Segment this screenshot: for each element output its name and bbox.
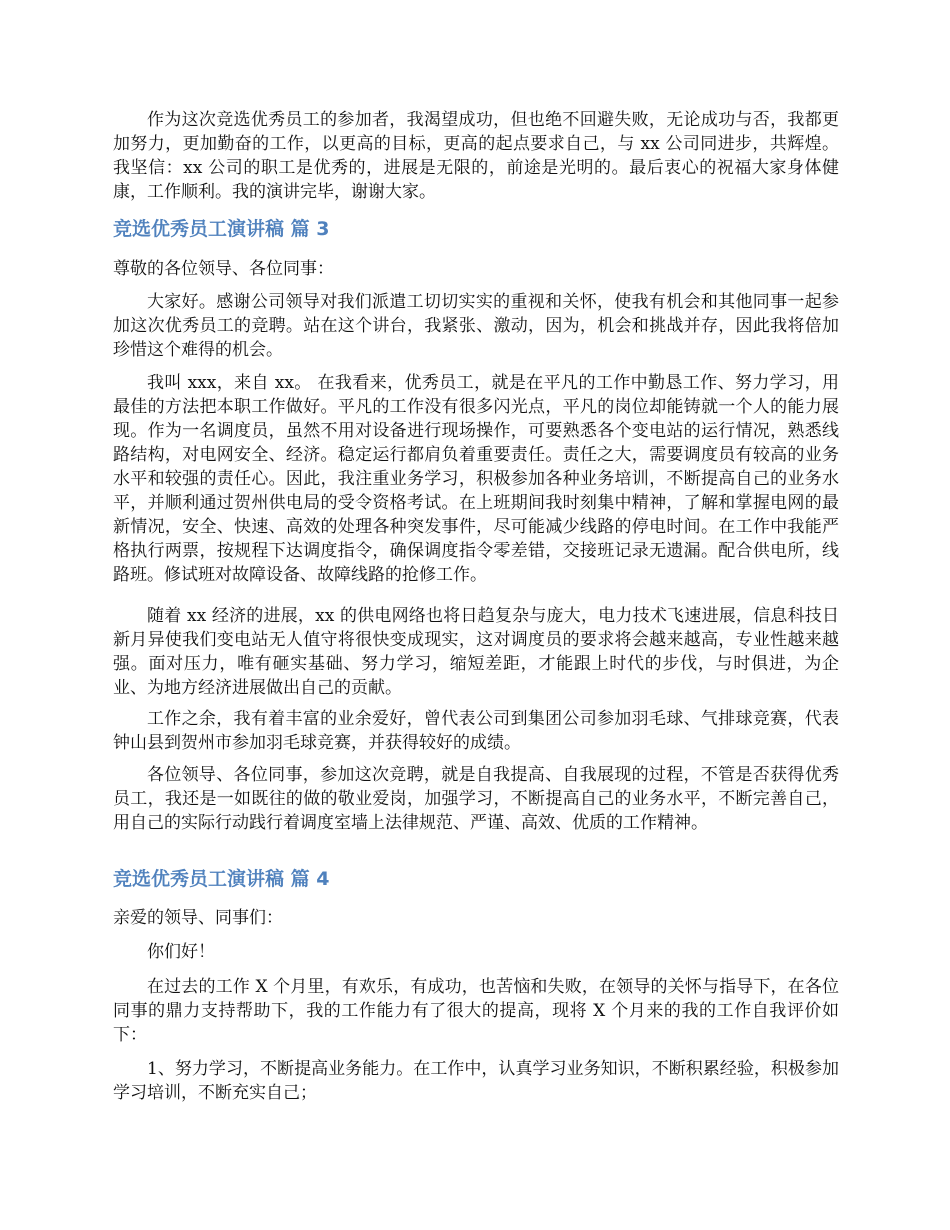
section-3-heading: 竞选优秀员工演讲稿 篇 3 [113, 218, 330, 240]
section-4-salutation: 亲爱的领导、同事们： [113, 908, 283, 928]
section-4-greeting: 你们好！ [147, 942, 215, 962]
section-4-heading: 竞选优秀员工演讲稿 篇 4 [113, 868, 330, 890]
section-3-paragraph-3: 随着 xx 经济的进展，xx 的供电网络也将日趋复杂与庞大，电力技术飞速进展，信息科技日新月异使我们变电站无人值守将很快变成现实，这对调度员的要求将会越来越高，专业性越来越强。面对压力，唯有砸实基础、努力学习，缩短差距，才能跟上时代的步伐，与时俱进，为企业、为地方经济进展做出自己的贡献。 [113, 606, 839, 698]
section-3-paragraph-1: 大家好。感谢公司领导对我们派遣工切切实实的重视和关怀，使我有机会和其他同事一起参加这次优秀员工的竞聘。站在这个讲台，我紧张、激动，因为，机会和挑战并存，因此我将倍加珍惜这个难得的机会。 [113, 292, 839, 360]
section-3-salutation: 尊敬的各位领导、各位同事： [113, 259, 334, 279]
section-3-paragraph-4: 工作之余，我有着丰富的业余爱好，曾代表公司到集团公司参加羽毛球、气排球竞赛，代表钟山县到贺州市参加羽毛球竞赛，并获得较好的成绩。 [113, 709, 839, 753]
section-3-paragraph-2: 我叫 xxx，来自 xx。 在我看来，优秀员工，就是在平凡的工作中勤恳工作、努力学习，用最佳的方法把本职工作做好。平凡的工作没有很多闪光点，平凡的岗位却能铸就一个人的能力展现。作为一名调度员，虽然不用对设备进行现场操作，可要熟悉各个变电站的运行情况，熟悉线路结构，对电网安全、经济。稳定运行都肩负着重要责任。责任之大，需要调度员有较高的业务水平和较强的责任心。因此，我注重业务学习，积极参加各种业务培训，不断提高自己的业务水平，并顺利通过贺州供电局的受令资格考试。在上班期间我时刻集中精神，了解和掌握电网的最新情况，安全、快速、高效的处理各种突发事件，尽可能减少线路的停电时间。在工作中我能严格执行两票，按规程下达调度指令，确保调度指令零差错，交接班记录无遗漏。配合供电所，线路班。修试班对故障设备、故障线路的抢修工作。 [113, 373, 839, 585]
section-3-paragraph-5: 各位领导、各位同事，参加这次竞聘，就是自我提高、自我展现的过程，不管是否获得优秀员工，我还是一如既往的做的敬业爱岗，加强学习，不断提高自己的业务水平，不断完善自己，用自己的实际行动践行着调度室墙上法律规范、严谨、高效、优质的工作精神。 [113, 765, 839, 833]
section-4-paragraph-1: 在过去的工作 X 个月里，有欢乐，有成功，也苦恼和失败，在领导的关怀与指导下，在各位同事的鼎力支持帮助下，我的工作能力有了很大的提高，现将 X 个月来的我的工作自我评价如下： [113, 977, 839, 1045]
closing-paragraph: 作为这次竞选优秀员工的参加者，我渴望成功，但也绝不回避失败，无论成功与否，我都更加努力，更加勤奋的工作，以更高的目标，更高的起点要求自己，与 xx 公司同进步，共辉煌。我坚信：xx 公司的职工是优秀的，进展是无限的，前途是光明的。最后衷心的祝福大家身体健康，工作顺利。我的演讲完毕，谢谢大家。 [113, 110, 839, 202]
section-4-paragraph-2: 1、努力学习，不断提高业务能力。在工作中，认真学习业务知识，不断积累经验，积极参加学习培训，不断充实自己； [113, 1059, 839, 1103]
